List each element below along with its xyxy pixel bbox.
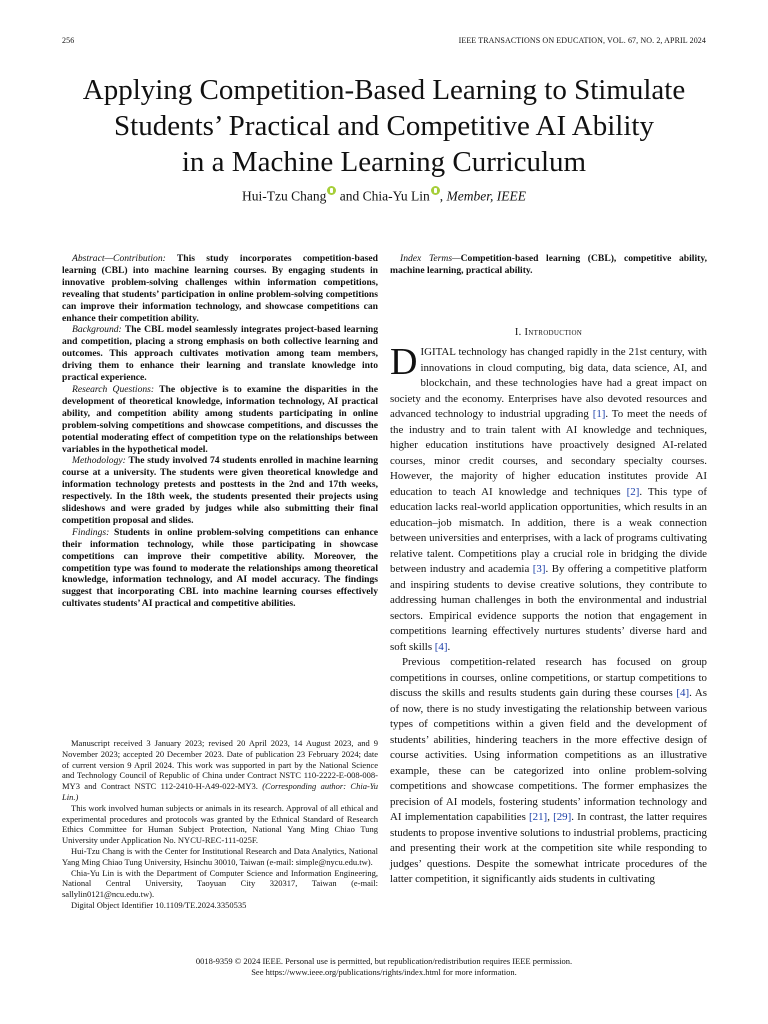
citation-link[interactable]: [2] — [626, 485, 640, 498]
corresponding-author-note: (Corresponding author: Chia-Yu Lin.) — [62, 781, 378, 802]
author-separator: , — [439, 188, 447, 204]
citation-link[interactable]: [29] — [553, 811, 572, 823]
citation-link[interactable]: [21] — [529, 811, 548, 823]
footnotes — [62, 738, 378, 911]
section-title: Introduction — [524, 327, 583, 338]
author-name: Hui-Tzu Chang — [242, 188, 327, 204]
index-terms — [390, 253, 707, 277]
citation-link[interactable]: [1] — [592, 408, 606, 420]
abstract-text: The CBL model seamlessly integrates project-based learning and competition, placing a strong emphasis on both collective learning and outcomes. This approach cultivates motivation among team members, driving them to enhance their learning and translate knowledge into practical experience. — [62, 324, 378, 384]
introduction-body — [390, 341, 707, 888]
abstract-label: Research Questions: — [72, 383, 155, 395]
abstract-paragraph — [62, 253, 378, 324]
body-text: . In contrast, the latter requires students to propose inventive solutions to industrial problems, practicing and presenting their work at the competition site while responding to judges’ questions. Despite the somewhat intricate procedures of the latter competition, it significantly aids students in cultivating — [390, 811, 707, 885]
footnote-ethics: This work involved human subjects or animals in its research. Approval of all ethical and experimental procedures and protocols was granted by the Ethnical Standard of Research Ethics Committee for Human Subject Protection, National Yang Ming Chiao Tung University under Application No. NYCU-REC-111-025F. — [62, 802, 378, 846]
orcid-icon[interactable] — [431, 186, 440, 195]
body-text: IGITAL technology has changed rapidly in the 21st century, with innovations in cloud computing, big data, data science, AI, and blockchain, and these technologies have had a great impact on society and the economy. Enterprises have also devoted resources and advanced technology to industrial upgrading — [390, 346, 707, 420]
page-number: 256 — [62, 36, 75, 45]
body-text: . — [447, 640, 451, 653]
abstract — [62, 253, 378, 610]
abstract-text: The objective is to examine the disparities in the development of theoretical knowledge, information technology, AI practical ability, and competition ability among students participating in online problem-solving competitions and showcase competitions, and discusses the potential moderating effect of competition type on the relationships between variables in the hypothetical model. — [62, 383, 378, 455]
abstract-text: This study incorporates competition-based learning (CBL) into machine learning courses. By engaging students in innovative problem-solving challenges within information competitions, revealing that students’ participation in online problem-solving competitions can improve their information technology, and showcase competitions can enhance their competition ability. — [62, 253, 378, 324]
section-numeral: I. — [514, 327, 525, 338]
body-text: Previous competition-related research has focused on group competitions in courses, online competitions, or startup competitions to discuss the skills and results students gain during these courses — [390, 656, 707, 699]
abstract-text: Students in online problem-solving competitions can enhance their information technology, while those participating in showcase competitions can improve their competitive ability. Moreover, the competition type was found to moderate the relationships among theoretical knowledge, information technology, and AI model accuracy. The findings suggest that incorporating CBL into machine learning courses effectively cultivates students’ AI practical and competitive abilities. — [62, 526, 378, 610]
body-text: . To meet the needs of the industry and to train talent with AI knowledge and techniques, higher education institutions have proactively designed AI-related courses, minor credit courses, and secondary specialty courses. However, the majority of higher education institutes provide AI education to teach AI knowledge and techniques — [390, 408, 707, 498]
abstract-paragraph — [62, 324, 378, 384]
abstract-paragraph — [62, 527, 378, 610]
abstract-paragraph — [62, 455, 378, 526]
body-paragraph — [390, 655, 707, 888]
footnote-text: Manuscript received 3 January 2023; revised 20 April 2023, 14 August 2023, and 9 November 2023; accepted 20 December 2023. Date of publication 23 February 2024; date of current version 9 April 2024. This work was supported in part by the National Science and Technology Council of Republic of China under Contract NSTC 110-2222-E-008-008-MY3 and Contract NSTC 112-2410-H-A49-022-MY3. — [62, 738, 378, 792]
rights-link-line: See https://www.ieee.org/publications/rights/index.html for more information. — [251, 967, 517, 977]
abstract-text: The study involved 74 students enrolled in machine learning course at a university. The students were given theoretical knowledge and information technology pretests and posttests in the 2nd and 17th weeks, respectively. In the 18th week, the students presented their projects using slideshows and were graded by judges while also submitting their final competition proposal and slides. — [62, 455, 378, 526]
abstract-label: Abstract—Contribution: — [72, 253, 166, 264]
footnote-affiliation: Chia-Yu Lin is with the Department of Computer Science and Information Engineering, National Central University, Taoyuan City 320317, Taiwan (e-mail: sallylin0121@ncu.edu.tw). — [62, 867, 378, 900]
abstract-label: Methodology: — [72, 455, 126, 467]
abstract-label: Background: — [72, 324, 122, 336]
citation-link[interactable]: [3] — [532, 563, 546, 575]
citation-link[interactable]: [4] — [676, 687, 690, 699]
section-heading — [390, 327, 707, 338]
author-connector: and — [336, 188, 363, 204]
title-line: Applying Competition-Based Learning to Stimulate — [82, 74, 686, 106]
footnote-manuscript — [62, 738, 378, 803]
author-name: Chia-Yu Lin — [362, 188, 430, 204]
author-membership: Member, IEEE — [446, 188, 526, 204]
abstract-label: Findings: — [72, 526, 110, 538]
index-terms-label: Index Terms— — [400, 253, 461, 264]
body-text: , — [547, 811, 554, 823]
body-paragraph — [390, 341, 707, 655]
journal-header: IEEE TRANSACTIONS ON EDUCATION, VOL. 67, NO. 2, APRIL 2024 — [458, 36, 706, 45]
abstract-paragraph — [62, 384, 378, 455]
title-line: Students’ Practical and Competitive AI Ability — [114, 110, 654, 142]
copyright-line: 0018-9359 © 2024 IEEE. Personal use is permitted, but republication/redistribution requires IEEE permission. — [195, 956, 573, 966]
body-text: . This type of education lacks real-world application opportunities, which results in an education–job mismatch. In addition, there is a weak connection between universities and enterprises, with a lack of programs cultivating relative talent. Competitions play a crucial role in bridging the divide between industry and academia — [390, 485, 707, 575]
author-line — [40, 186, 728, 205]
footnote-doi: Digital Object Identifier 10.1109/TE.2024.3350535 — [71, 899, 247, 910]
footnote-affiliation: Hui-Tzu Chang is with the Center for Institutional Research and Data Analytics, National Yang Ming Chiao Tung University, Hsinchu 30010, Taiwan (e-mail: simple@nycu.edu.tw). — [62, 845, 378, 867]
body-text: . As of now, there is no study investigating the relationship between various types of competitions within a given field and the development of students’ abilities, hindering teachers in the more effective design of course activities. Using information competitions as an illustrative example, these can be categorized into online problem-solving competitions and showcase competitions. The former emphasizes the precision of AI models, fostering students’ information technology and AI implementation capabilities — [390, 687, 707, 823]
index-terms-paragraph — [390, 253, 707, 277]
drop-cap: D — [390, 341, 418, 383]
body-text: . By offering a competitive platform and inspiring students to devise creative solutions, they contribute to addressing human challenges in both the environmental and industrial sectors. Empirical evidence supports the notion that engagement in competitions learning effectively nurtures students’ diverse hard and soft skills — [390, 563, 707, 653]
citation-link[interactable]: [4] — [434, 640, 448, 653]
title-line: in a Machine Learning Curriculum — [181, 146, 587, 178]
copyright-footer — [40, 956, 728, 978]
index-terms-text: Competition-based learning (CBL), competitive ability, machine learning, practical ability. — [390, 253, 707, 276]
paper-title — [40, 72, 728, 180]
